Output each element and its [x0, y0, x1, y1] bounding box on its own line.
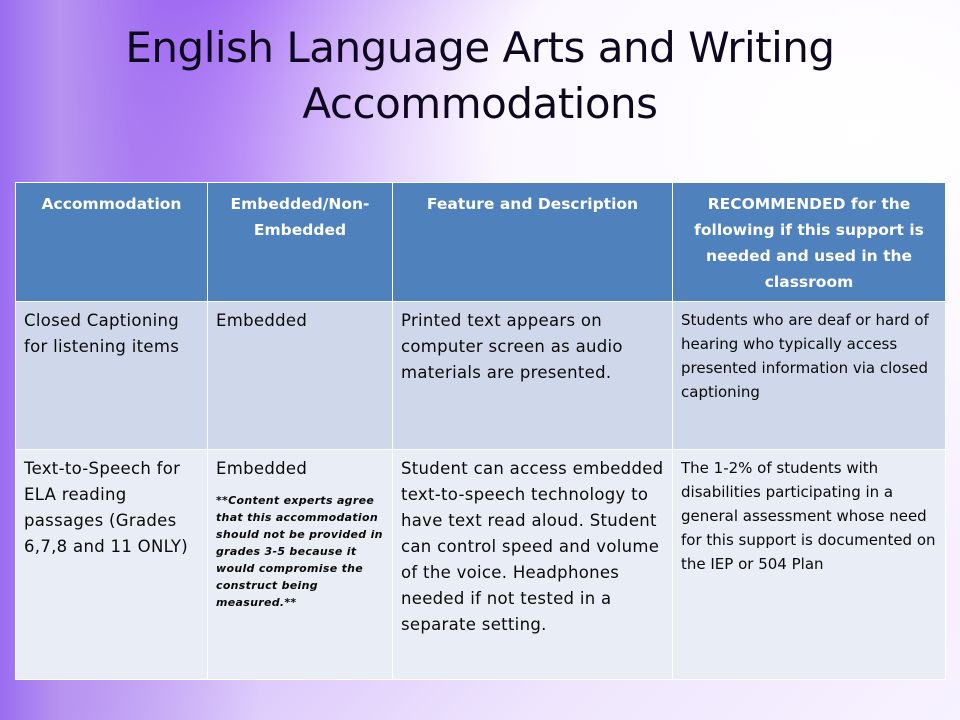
accommodations-table [15, 182, 946, 680]
cell-recommended: The 1-2% of students with disabilities participating in a general assessment whose need for this support is documented on the IEP or 504 Plan [673, 450, 946, 680]
table-row [16, 302, 946, 450]
cell-recommended: Students who are deaf or hard of hearing who typically access presented information via closed captioning [673, 302, 946, 450]
content-experts-note: **Content experts agree that this accommodation should not be provided in grades 3-5 because it would compromise the construct being measured.** [216, 494, 383, 609]
cell-type: Embedded [208, 302, 393, 450]
header-embedded-non-embedded: Embedded/Non-Embedded [208, 183, 393, 302]
cell-type-with-note [208, 450, 393, 680]
cell-description: Student can access embedded text-to-speech technology to have text read aloud. Student can control speed and volume of the voice. Headphones needed if not tested in a separate setting. [393, 450, 673, 680]
slide-title [40, 20, 920, 132]
header-accommodation: Accommodation [16, 183, 208, 302]
slide-title-line-1: English Language Arts and Writing [125, 23, 835, 72]
table-header-row [16, 183, 946, 302]
cell-description: Printed text appears on computer screen as audio materials are presented. [393, 302, 673, 450]
slide-title-line-2: Accommodations [302, 79, 658, 128]
cell-accommodation: Text-to-Speech for ELA reading passages (Grades 6,7,8 and 11 ONLY) [16, 450, 208, 680]
header-recommended: RECOMMENDED for the following if this support is needed and used in the classroom [673, 183, 946, 302]
cell-accommodation: Closed Captioning for listening items [16, 302, 208, 450]
table-row [16, 450, 946, 680]
header-feature-description: Feature and Description [393, 183, 673, 302]
cell-type: Embedded [216, 459, 308, 478]
